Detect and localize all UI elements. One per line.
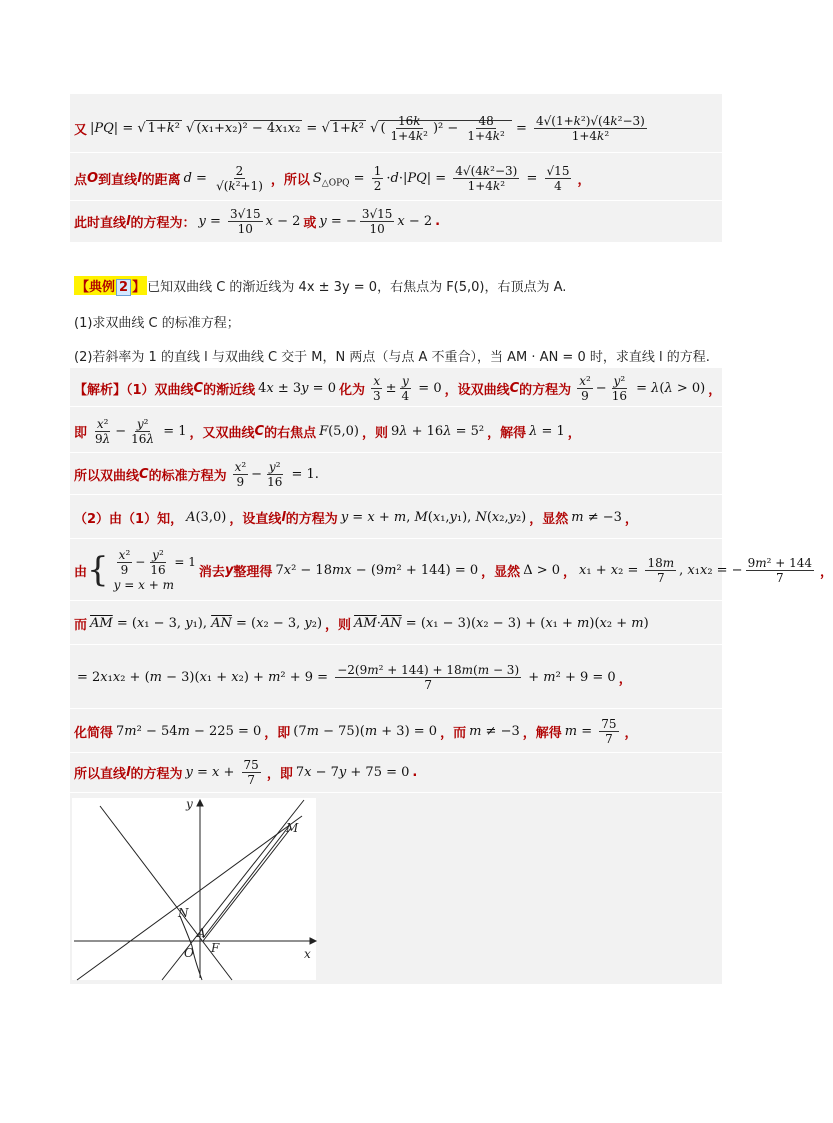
- label-N: N: [178, 906, 189, 920]
- solution-line-7: = 2x₁x₂ + (m − 3)(x₁ + x₂) + m² + 9 = $\frac{\text{−2(9m² + 144) + 18m(m − 3)}}{7}$ + m² + 9 = 0 ，: [77, 662, 632, 692]
- text-prefix: 又: [74, 122, 88, 138]
- label-y: y: [186, 797, 193, 811]
- question-1: (1)求双曲线 C 的标准方程；: [74, 315, 240, 331]
- line-eq-1: y = $\frac{3√15}{10}$ x − 2: [198, 206, 301, 236]
- solution-line-3: 所以双曲线 C 的标准方程为 $\frac{\text{x²}}{9}$ − $\frac{\text{y²}}{16}$ = 1.: [74, 459, 319, 489]
- line-equation-result: 此时直线 l 的方程为： y = $\frac{3√15}{10}$ x − 2 或 y = − $\frac{3√15}{10}$ x − 2 .: [74, 206, 441, 236]
- area-formula: $S_{\triangle OPQ}$ = $\frac{1}{2}$ ·d·|PQ| = $\frac{\text{4√(4k²−3)}}{\text{1+4k²}}$ = $\frac{√15}{4}$: [312, 163, 570, 193]
- solution-line-9: 所以直线 l 的方程为 y = x + $\frac{75}{7}$ ，即 7x − 7y + 75 = 0 .: [74, 757, 418, 787]
- distance-formula: d = $\frac{2}{\text{√(k²+1)}}$: [183, 163, 263, 193]
- equation-system: $\frac{\text{x²}}{9}$ − $\frac{\text{y²}}{16}$ = 1 y = x + m: [113, 547, 196, 592]
- example-statement: 【典例 2 】 已知双曲线 C 的渐近线为 4x ± 3y = 0，右焦点为 F(5,0)，右顶点为 A.: [74, 270, 566, 300]
- solution-line-1: 【解析】（1）双曲线 C 的渐近线 4x ± 3y = 0 化为 $\frac{x}{3}$ ± $\frac{y}{4}$ = 0 ，设双曲线 C 的方程为 $\frac{\text{x²}}{9}$ − $\frac{\text{y²}}{16}$ = λ(λ > 0) ，: [74, 373, 722, 403]
- solution-line-8: 化简得 7m² − 54m − 225 = 0 ，即 (7m − 75)(m + 3) = 0 ，而 m ≠ −3 ，解得 m = $\frac{75}{7}$ ，: [74, 716, 638, 746]
- distance-area-line: 点 O 到直线 l 的距离 d = $\frac{2}{\text{√(k²+1)}}$ ，所以 $S_{\triangle OPQ}$ = $\frac{1}{2}$ ·d·|PQ| = $\frac{\text{4√(4k²−3)}}{\text{1+4k²}}$ = $\frac{√15}{4}$ ，: [74, 163, 591, 193]
- label-A: A: [197, 926, 206, 940]
- example-tag: 【典例 2 】: [74, 276, 147, 295]
- pq-length-line: [74, 108, 653, 148]
- label-M: M: [286, 821, 299, 835]
- solution-line-6: 而 $\overline{AM} = (x_1 - 3$, y₁), $\overline{AN} = (x_2 - 3$, y₂) ，则 $\overline{AM}\cdot\overline{AN} = (x_1 - 3)(x_2 - 3) + (x_1 + m)(x_2 + m)$: [74, 615, 649, 633]
- solution-line-4: （2）由（1）知， A(3,0) ，设直线 l 的方程为 y = x + m, M(x₁,y₁), N(x₂,y₂) ，显然 m ≠ −3 ，: [74, 509, 638, 527]
- solution-line-5: 由 { $\frac{\text{x²}}{9}$ − $\frac{\text{y²}}{16}$ = 1 y = x + m 消去 y 整理得 7x² − 18mx − (9m² + 144) = 0 ，显然 Δ > 0 ， x₁ + x₂ = $\frac{18m}{7}$ , x₁x₂ = − $\frac{\text{9m² + 144}}{7}$ ，: [74, 547, 833, 592]
- label-O: O: [184, 946, 194, 960]
- label-F: F: [211, 941, 220, 955]
- label-x: x: [304, 947, 311, 961]
- hyperbola-figure: [72, 798, 316, 980]
- pq-length-formula: |PQ| = √ 1+k² √ (x₁+x₂)² − 4x₁x₂ = √ 1+k² √ ( $\frac{16k}{\text{1+4k²}}$ )² − $\frac{48}{\text{1+4k²}}$ = $\frac{\text{4√(1+k²)√(4k²−3)}}{\text{1+4k²}}$: [90, 113, 645, 143]
- solution-line-2: 即 $\frac{\text{x²}}{9\lambda}$ − $\frac{\text{y²}}{16\lambda}$ = 1 ，又双曲线 C 的右焦点 F(5,0) ，则 9λ + 16λ = 5² ，解得 λ = 1 ，: [74, 416, 581, 446]
- line-eq-2: y = − $\frac{3√15}{10}$ x − 2: [319, 206, 433, 236]
- question-2: (2)若斜率为 1 的直线 l 与双曲线 C 交于 M，N 两点（与点 A 不重合），当 AM · AN = 0 时，求直线 l 的方程.: [74, 349, 710, 365]
